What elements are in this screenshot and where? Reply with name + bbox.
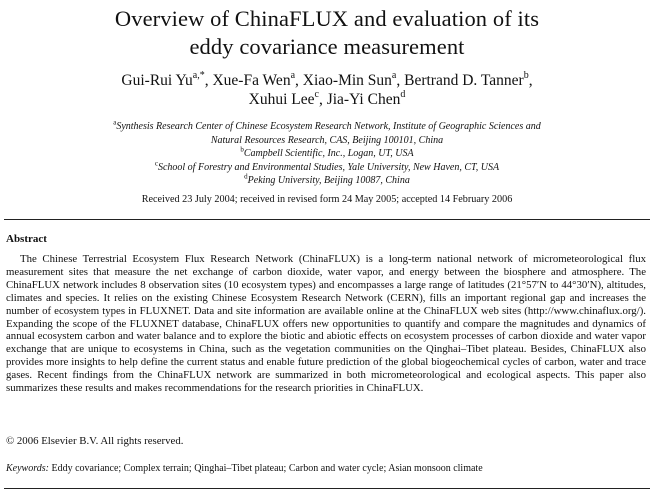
author-name: Xue-Fa Wen (212, 72, 291, 89)
received-dates: Received 23 July 2004; received in revised form 24 May 2005; accepted 14 February 2006 (141, 194, 513, 205)
author-name: Xuhui Lee (248, 91, 315, 108)
affiliation-mark: c (154, 159, 158, 168)
author-line-2: Xuhui Lee$^c$, Jia-Yi Chen$^d$ (248, 88, 406, 108)
affiliation: Natural Resources Research, CAS, Beijing 100101, China (210, 134, 444, 146)
abstract-heading: Abstract (6, 233, 47, 245)
affiliation: $^a$Synthesis Research Center of Chinese Ecosystem Research Network, Institute of Geographic Sciences and (113, 118, 541, 132)
keywords-text: Eddy covariance; Complex terrain; Qinghai–Tibet plateau; Carbon and water cycle; Asian monsoon climate (51, 463, 483, 474)
paper-title (0, 5, 654, 61)
author-name: Gui-Rui Yu (121, 72, 193, 89)
affiliation-list (0, 120, 654, 188)
affiliation: $^b$Campbell Scientific, Inc., Logan, UT, USA (240, 145, 414, 159)
affiliation-mark: a (113, 118, 117, 127)
author-name: Bertrand D. Tanner (404, 72, 524, 89)
divider-bottom (4, 488, 650, 489)
author-affil-mark: d (400, 88, 406, 100)
abstract-body: The Chinese Terrestrial Ecosystem Flux Research Network (ChinaFLUX) is a long-term national network of micrometeorological flux measurement sites that measure the net exchange of carbon dioxide, water vapor, and energy between the biosphere and atmosphere. The ChinaFLUX network includes 8 observation sites (10 ecosystem types) and encompasses a large range of latitudes (21°57′N to 44°30′N), altitudes, climates and species. It relies on the existing Chinese Ecosystem Research Network (CERN), fills an important regional gap and increases the number of ecosystem types in FLUXNET. Data and site information are available online at the ChinaFLUX web sites (http://www.chinaflux.org/). Expanding the scope of the FLUXNET database, ChinaFLUX offers new opportunities to quantify and compare the magnitudes and dynamics of annual ecosystem carbon and water balance and to explore the biotic and abiotic effects on ecosystem processes of carbon dioxide and water vapor exchange that are unique to ecosystems in China, such as the vegetation communities on the Qinghai–Tibet plateau. Besides, ChinaFLUX also provides more insights to help define the current status and enable future prediction of the global biogeochemical cycles of carbon, water and trace gases. Recent findings from the ChinaFLUX network are summarized in both micrometeorological and ecological aspects. This paper also summarizes these results and makes recommendations for the research priorities in ChinaFLUX. (6, 253, 646, 395)
author-line-1: Gui-Rui $Yu^{a,*}$, Xue-Fa Wen$^a$, Xiao-Min Sun$^a$, Bertrand D. Tanner$^b$, (121, 69, 533, 89)
author-affil-mark: a (290, 69, 296, 81)
divider-top (4, 219, 650, 220)
keywords (6, 462, 646, 475)
affiliation: $^d$Peking University, Beijing 10087, China (244, 172, 410, 186)
copyright-notice: © 2006 Elsevier B.V. All rights reserved. (6, 435, 184, 447)
affiliation-mark: b (240, 145, 244, 154)
title-line-2: eddy covariance measurement (189, 34, 465, 59)
author-affil-mark: b (523, 69, 529, 81)
author-affil-mark: a (391, 69, 397, 81)
title-line-1: Overview of ChinaFLUX and evaluation of its (114, 6, 540, 31)
affiliation-mark: d (244, 172, 248, 181)
author-affil-mark: c (314, 88, 319, 100)
author-name: Xiao-Min Sun (302, 72, 392, 89)
author-list (0, 71, 654, 109)
author-affil-mark: a,* (192, 69, 205, 81)
author-name: Jia-Yi Chen (326, 91, 401, 108)
keywords-label: Keywords: (6, 463, 49, 474)
affiliation: $^c$School of Forestry and Environmental Studies, Yale University, New Haven, CT, USA (154, 159, 500, 173)
